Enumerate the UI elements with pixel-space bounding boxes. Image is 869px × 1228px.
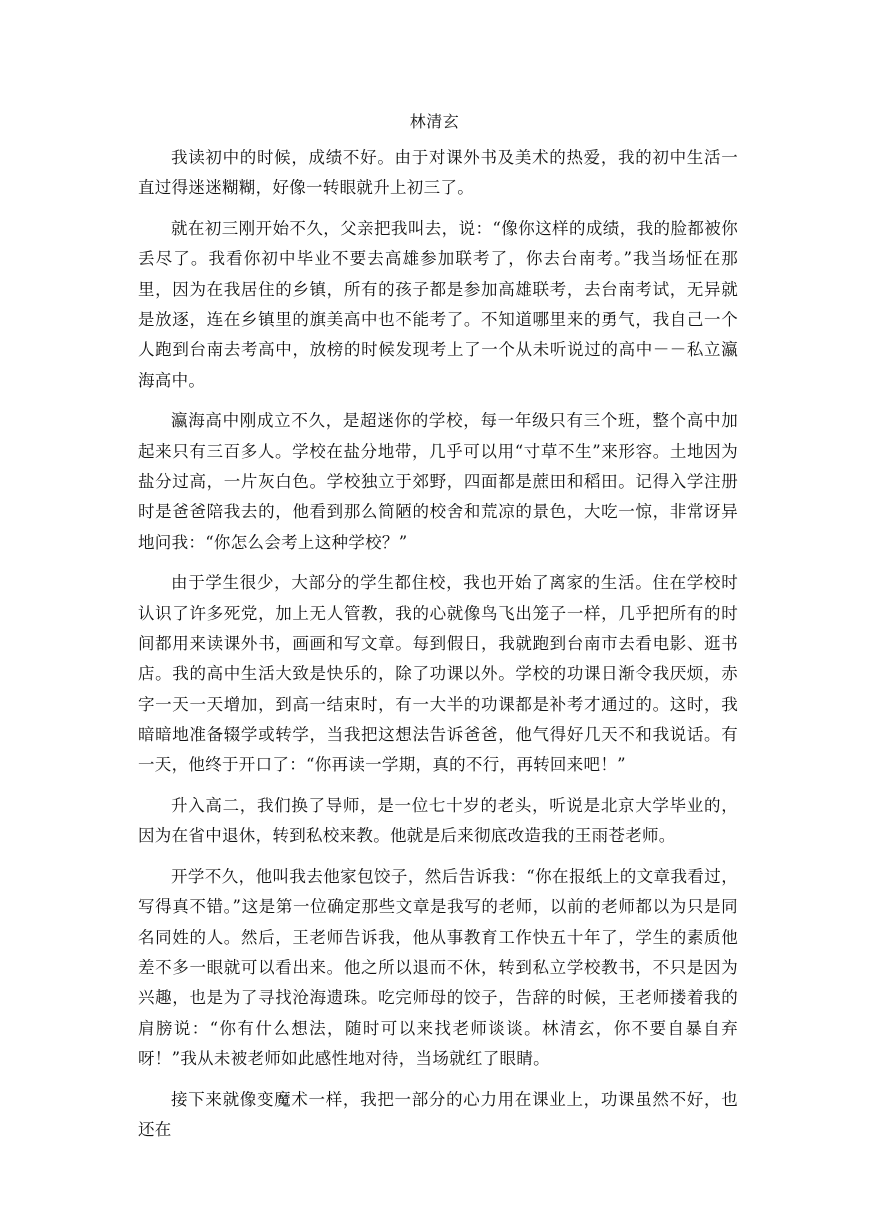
paragraph: 接下来就像变魔术一样，我把一部分的心力用在课业上，功课虽然不好，也还在: [138, 1089, 738, 1139]
paragraph: 由于学生很少，大部分的学生都住校，我也开始了离家的生活。住在学校时认识了许多死党，加上无人管教，我的心就像鸟飞出笼子一样，几乎把所有的时间都用来读课外书，画画和写文章。每到假日，我就跑到台南市去看电影、逛书店。我的高中生活大致是快乐的，除了功课以外。学校的功课日渐令我厌烦，赤字一天一天增加，到高一结束时，有一大半的功课都是补考才通过的。这时，我暗暗地准备辍学或转学，当我把这想法告诉爸爸，他气得好几天不和我说话。有一天，他终于开口了：“你再读一学期，真的不行，再转回来吧！”: [138, 573, 738, 775]
author-name: 林清玄: [409, 112, 460, 131]
paragraph: 开学不久，他叫我去他家包饺子，然后告诉我：“你在报纸上的文章我看过，写得真不错。”这是第一位确定那些文章是我写的老师，以前的老师都以为只是同名同姓的人。然后，王老师告诉我，他从事教育工作快五十年了，学生的素质他差不多一眼就可以看出来。他之所以退而不休，转到私立学校教书，不只是因为兴趣，也是为了寻找沧海遗珠。吃完师母的饺子，告辞的时候，王老师搂着我的肩膀说：“你有什么想法，随时可以来找老师谈谈。林清玄，你不要自暴自弃呀！”我从未被老师如此感性地对待，当场就红了眼睛。: [138, 867, 738, 1068]
paragraph: 瀛海高中刚成立不久，是超迷你的学校，每一年级只有三个班，整个高中加起来只有三百多人。学校在盐分地带，几乎可以用“寸草不生”来形容。土地因为盐分过高，一片灰白色。学校独立于郊野，四面都是蔗田和稻田。记得入学注册时是爸爸陪我去的，他看到那么简陋的校舍和荒凉的景色，大吃一惊，非常讶异地问我：“你怎么会考上这种学校？”: [138, 411, 738, 552]
paragraph: 就在初三刚开始不久，父亲把我叫去，说：“像你这样的成绩，我的脸都被你丢尽了。我看你初中毕业不要去高雄参加联考了，你去台南考。”我当场怔在那里，因为在我居住的乡镇，所有的孩子都是参加高雄联考，去台南考试，无异就是放逐，连在乡镇里的旗美高中也不能考了。不知道哪里来的勇气，我自己一个人跑到台南去考高中，放榜的时候发现考上了一个从未听说过的高中－－私立瀛海高中。: [138, 219, 738, 390]
paragraph: 升入高二，我们换了导师，是一位七十岁的老头，听说是北京大学毕业的，因为在省中退休，转到私校来教。他就是后来彻底改造我的王雨苍老师。: [138, 795, 738, 846]
article-body: [138, 143, 738, 1156]
paragraph: 我读初中的时候，成绩不好。由于对课外书及美术的热爱，我的初中生活一直过得迷迷糊糊，好像一转眼就升上初三了。: [138, 148, 738, 198]
